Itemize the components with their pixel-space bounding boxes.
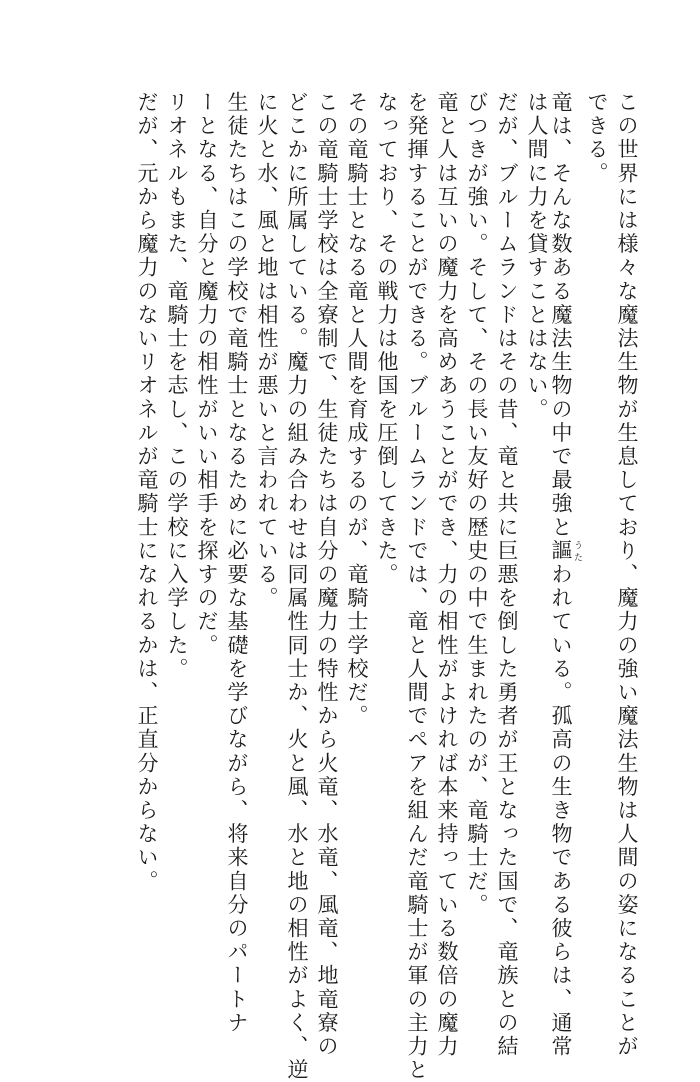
text-column-4: は人間に力を貸すことはない。 [525,91,549,422]
text-column-8: を発揮することができる。ブルームランドでは、竜と人間でペアを組んだ竜騎士が軍の主力と [405,91,429,1082]
ruby-base: 謳 [549,539,573,564]
text-column-7: 竜と人は互いの魔力を高めあうことができ、力の相性がよければ本来持っている数倍の魔力 [435,91,459,1059]
text-column-3-start: 竜は、そんな数ある魔法生物の中で最強と [549,91,573,540]
text-column-17: だが、元から魔力のないリオネルが竜騎士になれるかは、正直分からない。 [135,91,159,894]
text-column-3 [549,91,582,1059]
text-column-15: ーとなる、自分と魔力の相性がいい相手を探すのだ。 [195,91,219,658]
text-column-13: に火と水、風と地は相性が悪いと言われている。 [255,91,279,611]
text-column-14: 生徒たちはこの学校で竜騎士となるために必要な基礎を学びながら、将来自分のパートナ [225,91,249,1035]
text-column-1: この世界には様々な魔法生物が生息しており、魔力の強い魔法生物は人間の姿になることが [615,91,639,1059]
text-column-2: できる。 [585,91,609,186]
text-column-9: なっており、その戦力は他国を圧倒してきた。 [375,91,399,587]
text-column-10: その竜騎士となる竜と人間を育成するのが、竜騎士学校だ。 [345,91,369,729]
text-column-5: だが、ブルームランドはその昔、竜と共に巨悪を倒した勇者が王となった国で、竜族との結 [495,91,519,1059]
text-column-12: どこかに所属している。魔力の組み合わせは同属性同士か、火と風、水と地の相性がよく、逆 [285,91,309,1082]
ruby-annotated-word [549,539,582,564]
text-column-11: この竜騎士学校は全寮制で、生徒たちは自分の魔力の特性から火竜、水竜、風竜、地竜寮の [315,91,339,1059]
ruby-reading: うた [572,539,582,563]
text-column-16: リオネルもまた、竜騎士を志し、この学校に入学した。 [165,91,189,681]
text-column-3-end: われている。孤高の生き物である彼らは、通常 [549,563,573,1059]
text-column-6: びつきが強い。そして、その長い友好の歴史の中で生まれたのが、竜騎士だ。 [465,91,489,917]
